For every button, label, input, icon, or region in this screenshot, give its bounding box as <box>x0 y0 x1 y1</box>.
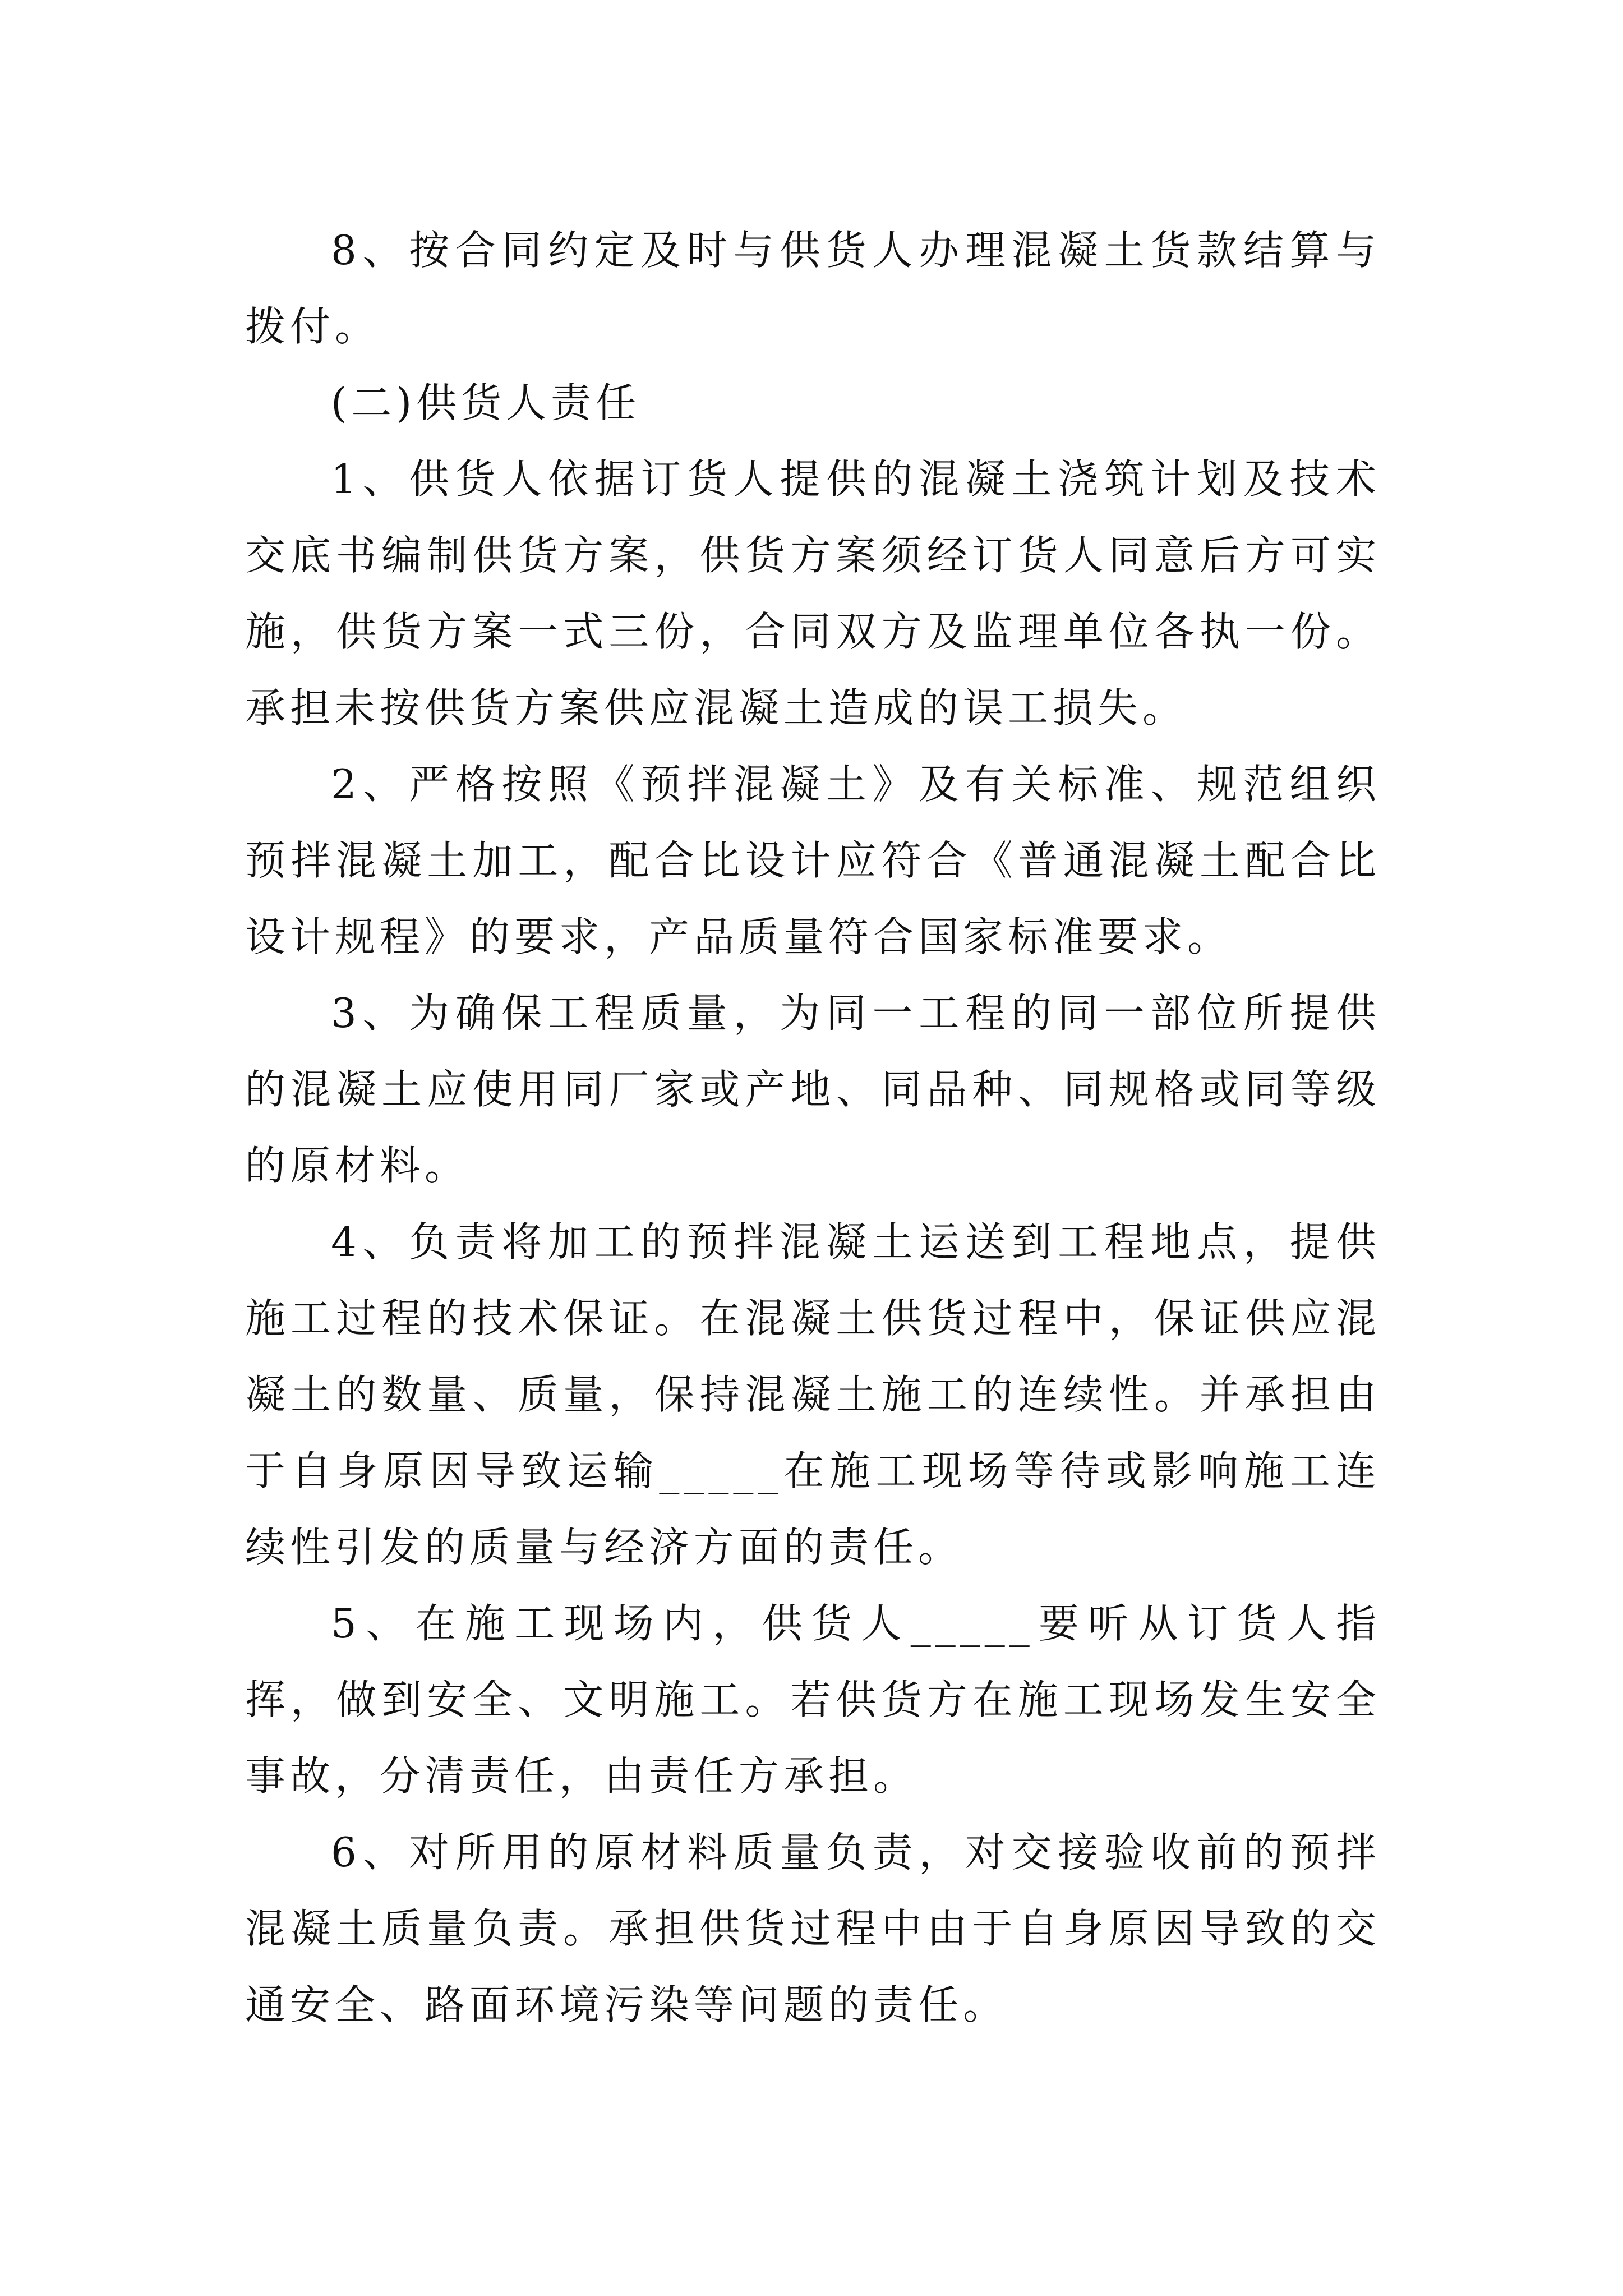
paragraph-item-2: 2、严格按照《预拌混凝土》及有关标准、规范组织预拌混凝土加工，配合比设计应符合《普通混凝土配合比设计规程》的要求，产品质量符合国家标准要求。 <box>245 761 1381 960</box>
paragraph-item-8: 8、按合同约定及时与供货人办理混凝土货款结算与拨付。 <box>245 227 1381 350</box>
document-body <box>245 212 1381 2043</box>
paragraph-item-6: 6、对所用的原材料质量负责，对交接验收前的预拌混凝土质量负责。承担供货过程中由于自身原因导致的交通安全、路面环境污染等问题的责任。 <box>245 1829 1381 2028</box>
paragraph-item-4: 4、负责将加工的预拌混凝土运送到工程地点，提供施工过程的技术保证。在混凝土供货过程中，保证供应混凝土的数量、质量，保持混凝土施工的连续性。并承担由于自身原因导致运输_____在施工现场等待或影响施工连续性引发的质量与经济方面的责任。 <box>245 1218 1381 1571</box>
paragraph-item-3: 3、为确保工程质量，为同一工程的同一部位所提供的混凝土应使用同厂家或产地、同品种、同规格或同等级的原材料。 <box>245 990 1381 1189</box>
paragraph-item-1: 1、供货人依据订货人提供的混凝土浇筑计划及技术交底书编制供货方案，供货方案须经订货人同意后方可实施，供货方案一式三份，合同双方及监理单位各执一份。承担未按供货方案供应混凝土造成的误工损失。 <box>245 455 1381 731</box>
paragraph-item-5: 5、在施工现场内，供货人_____要听从订货人指挥，做到安全、文明施工。若供货方在施工现场发生安全事故，分清责任，由责任方承担。 <box>245 1600 1381 1800</box>
section-heading-supplier-responsibility: (二)供货人责任 <box>331 379 641 426</box>
